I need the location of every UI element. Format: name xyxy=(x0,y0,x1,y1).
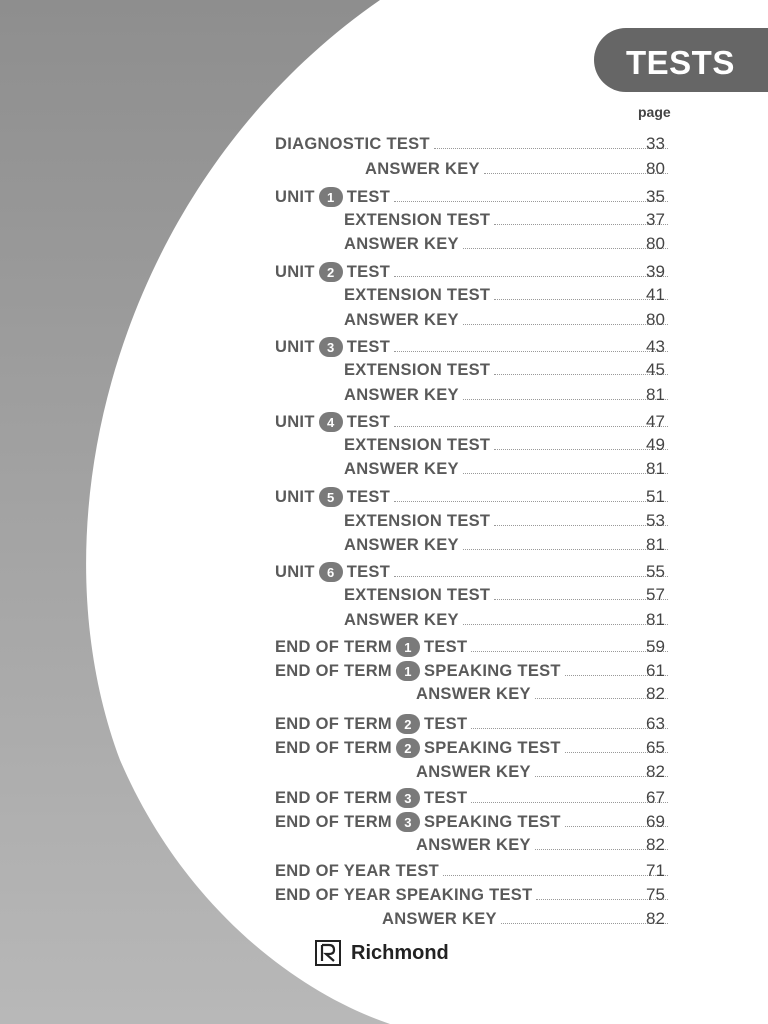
entry-title: ANSWER KEY xyxy=(344,386,459,404)
page-number: 82 xyxy=(646,835,665,854)
entry-title: ANSWER KEY xyxy=(344,235,459,253)
dot-leader xyxy=(463,473,668,474)
entry-title: EXTENSION TEST xyxy=(344,286,491,304)
toc-entry-label xyxy=(275,886,532,905)
entry-title: ANSWER KEY xyxy=(344,311,459,329)
page-number: 80 xyxy=(646,234,665,253)
entry-title: UNIT xyxy=(275,187,315,206)
toc-entry-label xyxy=(344,361,490,380)
entry-subtitle: TEST xyxy=(423,714,468,733)
entry-subtitle: TEST xyxy=(346,412,391,431)
toc-entry-label xyxy=(275,337,390,357)
toc-entry-label xyxy=(344,611,459,630)
entry-title: DIAGNOSTIC TEST xyxy=(275,135,430,153)
toc-entry-label xyxy=(275,812,561,832)
number-badge: 2 xyxy=(319,262,343,282)
toc-entry xyxy=(275,810,672,832)
page-number: 80 xyxy=(646,159,665,178)
toc-entry-label xyxy=(275,738,561,758)
toc-entry-label xyxy=(344,586,490,605)
page-number: 57 xyxy=(646,585,665,604)
toc-entry xyxy=(344,308,672,330)
dot-leader xyxy=(494,374,668,375)
number-badge: 1 xyxy=(319,187,343,207)
toc-entry-label xyxy=(275,487,390,507)
entry-title: END OF TERM xyxy=(275,738,392,757)
entry-title: ANSWER KEY xyxy=(344,460,459,478)
toc-entry xyxy=(275,736,672,758)
toc-entry xyxy=(382,907,672,929)
entry-subtitle: SPEAKING TEST xyxy=(423,661,561,680)
entry-title: EXTENSION TEST xyxy=(344,586,491,604)
entry-subtitle: TEST xyxy=(346,562,391,581)
entry-title: ANSWER KEY xyxy=(416,836,531,854)
entry-subtitle: TEST xyxy=(346,187,391,206)
number-badge: 3 xyxy=(396,788,420,808)
number-badge: 1 xyxy=(396,661,420,681)
dot-leader xyxy=(494,224,668,225)
toc-entry xyxy=(275,485,672,507)
toc-entry xyxy=(344,608,672,630)
dot-leader xyxy=(494,599,668,600)
dot-leader xyxy=(463,324,668,325)
dot-leader xyxy=(394,576,668,577)
entry-title: ANSWER KEY xyxy=(416,685,531,703)
page-number: 37 xyxy=(646,210,665,229)
page-number: 41 xyxy=(646,285,665,304)
toc-entry-label xyxy=(365,160,480,179)
page-number: 53 xyxy=(646,511,665,530)
page-number: 33 xyxy=(646,134,665,153)
toc-entry xyxy=(275,635,672,657)
entry-title: END OF TERM xyxy=(275,661,392,680)
toc-entry xyxy=(275,185,672,207)
toc-entry-label xyxy=(344,311,459,330)
entry-subtitle: TEST xyxy=(346,487,391,506)
entry-title: UNIT xyxy=(275,412,315,431)
number-badge: 3 xyxy=(396,812,420,832)
page-number: 71 xyxy=(646,861,665,880)
dot-leader xyxy=(434,148,668,149)
page-number: 81 xyxy=(646,385,665,404)
toc-entry-label xyxy=(275,562,390,582)
page-number: 81 xyxy=(646,610,665,629)
number-badge: 2 xyxy=(396,738,420,758)
toc-entry-label xyxy=(416,836,531,855)
entry-title: UNIT xyxy=(275,487,315,506)
entry-title: EXTENSION TEST xyxy=(344,512,491,530)
number-badge: 4 xyxy=(319,412,343,432)
toc-entry-label xyxy=(344,286,490,305)
entry-title: END OF TERM xyxy=(275,637,392,656)
number-badge: 1 xyxy=(396,637,420,657)
section-title: TESTS xyxy=(626,44,735,81)
toc-entry xyxy=(344,509,672,531)
page-number: 49 xyxy=(646,435,665,454)
entry-title: END OF TERM xyxy=(275,788,392,807)
toc-entry xyxy=(344,457,672,479)
toc-entry-label xyxy=(344,512,490,531)
dot-leader xyxy=(494,449,668,450)
dot-leader xyxy=(463,399,668,400)
page-number: 51 xyxy=(646,487,665,506)
toc-entry-label xyxy=(275,862,439,881)
toc-entry-label xyxy=(344,436,490,455)
dot-leader xyxy=(463,549,668,550)
page-number: 59 xyxy=(646,637,665,656)
entry-title: END OF TERM xyxy=(275,714,392,733)
number-badge: 6 xyxy=(319,562,343,582)
toc-entry-label xyxy=(344,536,459,555)
toc-entry xyxy=(275,335,672,357)
page-number: 82 xyxy=(646,909,665,928)
toc-entry xyxy=(344,383,672,405)
page-number: 80 xyxy=(646,310,665,329)
toc-entry xyxy=(365,157,672,179)
entry-subtitle: TEST xyxy=(423,637,468,656)
toc-entry-label xyxy=(275,135,430,154)
toc-entry-label xyxy=(275,262,390,282)
page-number: 69 xyxy=(646,812,665,831)
toc-entry-label xyxy=(275,788,467,808)
page-number: 61 xyxy=(646,661,665,680)
page-number: 75 xyxy=(646,885,665,904)
entry-title: UNIT xyxy=(275,262,315,281)
dot-leader xyxy=(394,426,668,427)
entry-title: END OF YEAR TEST xyxy=(275,862,440,880)
toc-entry-label xyxy=(416,763,531,782)
page-number: 67 xyxy=(646,788,665,807)
toc-entry-label xyxy=(344,386,459,405)
toc-entry xyxy=(344,283,672,305)
number-badge: 3 xyxy=(319,337,343,357)
entry-title: ANSWER KEY xyxy=(344,536,459,554)
toc-entry-label xyxy=(344,211,490,230)
entry-title: END OF TERM xyxy=(275,812,392,831)
entry-subtitle: SPEAKING TEST xyxy=(423,812,561,831)
toc-entry-label xyxy=(275,714,467,734)
page-number: 39 xyxy=(646,262,665,281)
dot-leader xyxy=(471,651,668,652)
page-number: 82 xyxy=(646,684,665,703)
toc-entry-label xyxy=(275,661,561,681)
number-badge: 2 xyxy=(396,714,420,734)
page-number: 47 xyxy=(646,412,665,431)
entry-title: EXTENSION TEST xyxy=(344,211,491,229)
entry-subtitle: TEST xyxy=(346,262,391,281)
dot-leader xyxy=(471,802,668,803)
toc-entry-label xyxy=(382,910,497,929)
page-number: 35 xyxy=(646,187,665,206)
page-number: 82 xyxy=(646,762,665,781)
toc-entry-label xyxy=(344,235,459,254)
page-number: 81 xyxy=(646,459,665,478)
entry-title: EXTENSION TEST xyxy=(344,436,491,454)
brand-name: Richmond xyxy=(351,941,449,964)
toc-entry xyxy=(344,358,672,380)
toc-entry-label xyxy=(275,412,390,432)
entry-subtitle: SPEAKING TEST xyxy=(423,738,561,757)
toc-entry xyxy=(275,859,672,881)
dot-leader xyxy=(471,728,668,729)
dot-leader xyxy=(494,299,668,300)
toc-entry xyxy=(275,883,672,905)
toc-entry xyxy=(275,712,672,734)
page-number: 45 xyxy=(646,360,665,379)
entry-subtitle: TEST xyxy=(346,337,391,356)
toc-entry xyxy=(416,833,672,855)
toc-entry xyxy=(275,786,672,808)
dot-leader xyxy=(394,276,668,277)
toc-entry xyxy=(344,533,672,555)
toc-entry xyxy=(344,433,672,455)
publisher-logo xyxy=(315,940,449,966)
page-number: 55 xyxy=(646,562,665,581)
page-column-label: page xyxy=(638,104,671,120)
toc-entry xyxy=(275,260,672,282)
toc-entry xyxy=(344,208,672,230)
entry-title: UNIT xyxy=(275,562,315,581)
entry-title: ANSWER KEY xyxy=(382,910,497,928)
dot-leader xyxy=(484,173,668,174)
dot-leader xyxy=(494,525,668,526)
dot-leader xyxy=(394,501,668,502)
toc-entry xyxy=(275,132,672,154)
entry-subtitle: TEST xyxy=(423,788,468,807)
entry-title: ANSWER KEY xyxy=(365,160,480,178)
dot-leader xyxy=(463,248,668,249)
dot-leader xyxy=(501,923,668,924)
toc-entry xyxy=(416,760,672,782)
dot-leader xyxy=(463,624,668,625)
dot-leader xyxy=(394,351,668,352)
toc-entry xyxy=(344,583,672,605)
entry-title: EXTENSION TEST xyxy=(344,361,491,379)
page-number: 65 xyxy=(646,738,665,757)
page-number: 81 xyxy=(646,535,665,554)
entry-title: UNIT xyxy=(275,337,315,356)
toc-entry-label xyxy=(275,187,390,207)
dot-leader xyxy=(443,875,668,876)
dot-leader xyxy=(394,201,668,202)
number-badge: 5 xyxy=(319,487,343,507)
toc-entry-label xyxy=(344,460,459,479)
toc-entry xyxy=(416,682,672,704)
richmond-logo-icon xyxy=(315,940,341,966)
entry-title: END OF YEAR SPEAKING TEST xyxy=(275,886,533,904)
toc-entry xyxy=(275,560,672,582)
entry-title: ANSWER KEY xyxy=(416,763,531,781)
page-number: 43 xyxy=(646,337,665,356)
page-number: 63 xyxy=(646,714,665,733)
toc-entry xyxy=(344,232,672,254)
toc-entry xyxy=(275,659,672,681)
entry-title: ANSWER KEY xyxy=(344,611,459,629)
toc-entry-label xyxy=(416,685,531,704)
toc-entry-label xyxy=(275,637,467,657)
toc-entry xyxy=(275,410,672,432)
